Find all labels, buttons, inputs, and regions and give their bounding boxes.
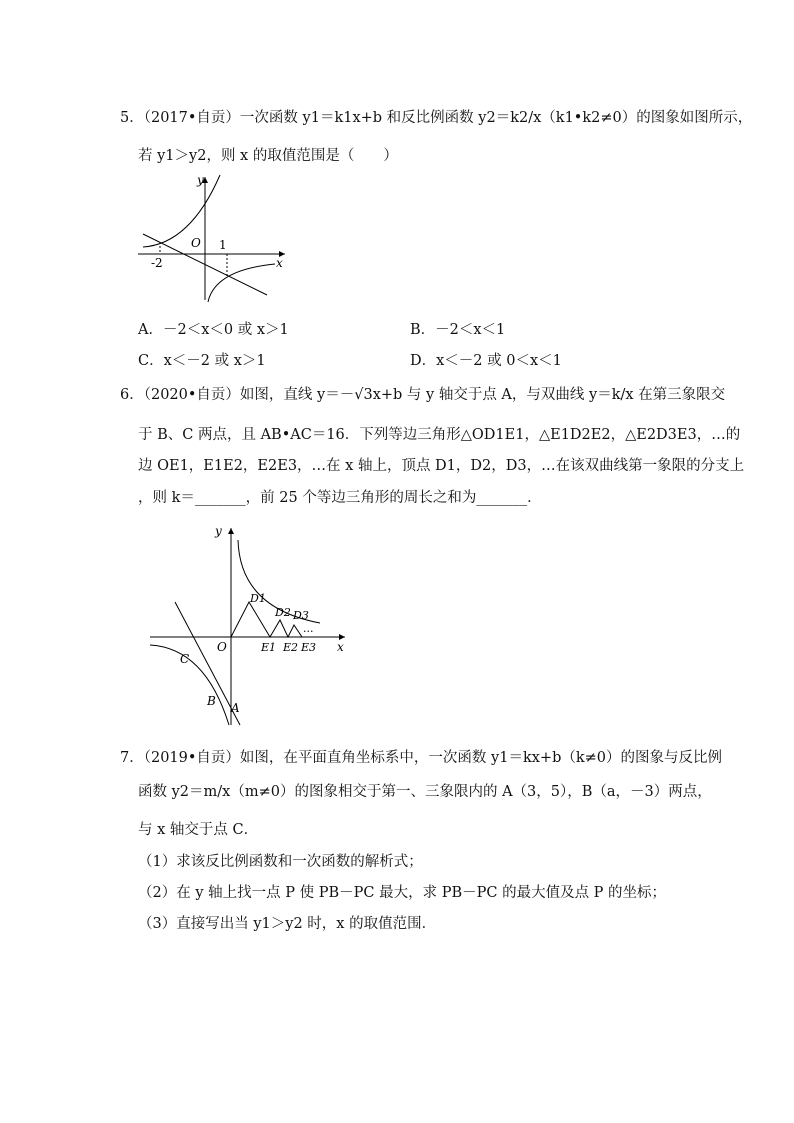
q6-stem-line1: 6．（2020•自贡）如图，直线 y＝－√3x+b 与 y 轴交于点 A，与双曲线 y＝k/x 在第三象限交 bbox=[120, 387, 726, 403]
q6-x-label: x bbox=[337, 640, 344, 654]
q6-e3-label: E3 bbox=[301, 641, 317, 654]
q7-subquestion-2: （2）在 y 轴上找一点 P 使 PB－PC 最大，求 PB－PC 的最大值及点 P 的坐标； bbox=[138, 885, 667, 901]
q7-subquestion-3: （3）直接写出当 y1＞y2 时，x 的取值范围． bbox=[138, 916, 437, 932]
q6-d2-label: D2 bbox=[275, 606, 291, 619]
q6-a-label: A bbox=[231, 701, 240, 715]
q6-e1-label: E1 bbox=[261, 641, 277, 654]
q7-stem-line3: 与 x 轴交于点 C． bbox=[138, 822, 259, 838]
q6-stem-line2: 于 B、C 两点，且 AB•AC＝16．下列等边三角形△OD1E1，△E1D2E2，△E2D3E3，…的 bbox=[138, 427, 741, 443]
q6-b-label: B bbox=[207, 694, 216, 708]
q6-stem-line4: ，则 k＝_______，前 25 个等边三角形的周长之和为_______． bbox=[138, 490, 542, 506]
q7-subquestion-1: （1）求该反比例函数和一次函数的解析式； bbox=[138, 854, 423, 870]
q6-dots-label: ··· bbox=[303, 625, 314, 638]
q6-d3-label: D3 bbox=[293, 609, 309, 622]
q5-graph bbox=[135, 172, 295, 307]
q5-x-label: x bbox=[276, 256, 283, 270]
q6-origin-label: O bbox=[217, 640, 227, 654]
q7-stem-line1: 7．（2019•自贡）如图，在平面直角坐标系中，一次函数 y1＝kx+b（k≠0）的图象与反比例 bbox=[120, 750, 723, 766]
q6-c-label: C bbox=[180, 652, 190, 666]
q6-graph bbox=[145, 520, 355, 730]
q5-option-a: A．－2＜x＜0 或 x＞1 bbox=[138, 322, 289, 338]
q6-y-label: y bbox=[215, 524, 222, 538]
q5-stem-line2: 若 y1＞y2，则 x 的取值范围是（ ） bbox=[138, 148, 398, 164]
q6-stem-line3: 边 OE1，E1E2，E2E3，…在 x 轴上，顶点 D1，D2，D3，…在该双曲线第一象限的分支上 bbox=[138, 458, 745, 474]
q6-d1-label: D1 bbox=[250, 592, 266, 605]
q5-origin-label: O bbox=[191, 236, 201, 250]
q5-option-d: D．x＜－2 或 0＜x＜1 bbox=[410, 353, 562, 369]
q5-one-label: 1 bbox=[219, 238, 227, 252]
q5-neg2-label: -2 bbox=[151, 256, 163, 270]
q6-e2-label: E2 bbox=[283, 641, 299, 654]
q5-stem-line1: 5．（2017•自贡）一次函数 y1＝k1x+b 和反比例函数 y2＝k2/x（k1•k2≠0）的图象如图所示， bbox=[120, 110, 753, 126]
q7-stem-line2: 函数 y2＝m/x（m≠0）的图象相交于第一、三象限内的 A（3，5），B（a，－3）两点， bbox=[138, 784, 712, 800]
q5-option-b: B．－2＜x＜1 bbox=[410, 322, 506, 338]
q5-option-c: C．x＜－2 或 x＞1 bbox=[138, 353, 266, 369]
q5-y-label: y bbox=[197, 173, 204, 187]
